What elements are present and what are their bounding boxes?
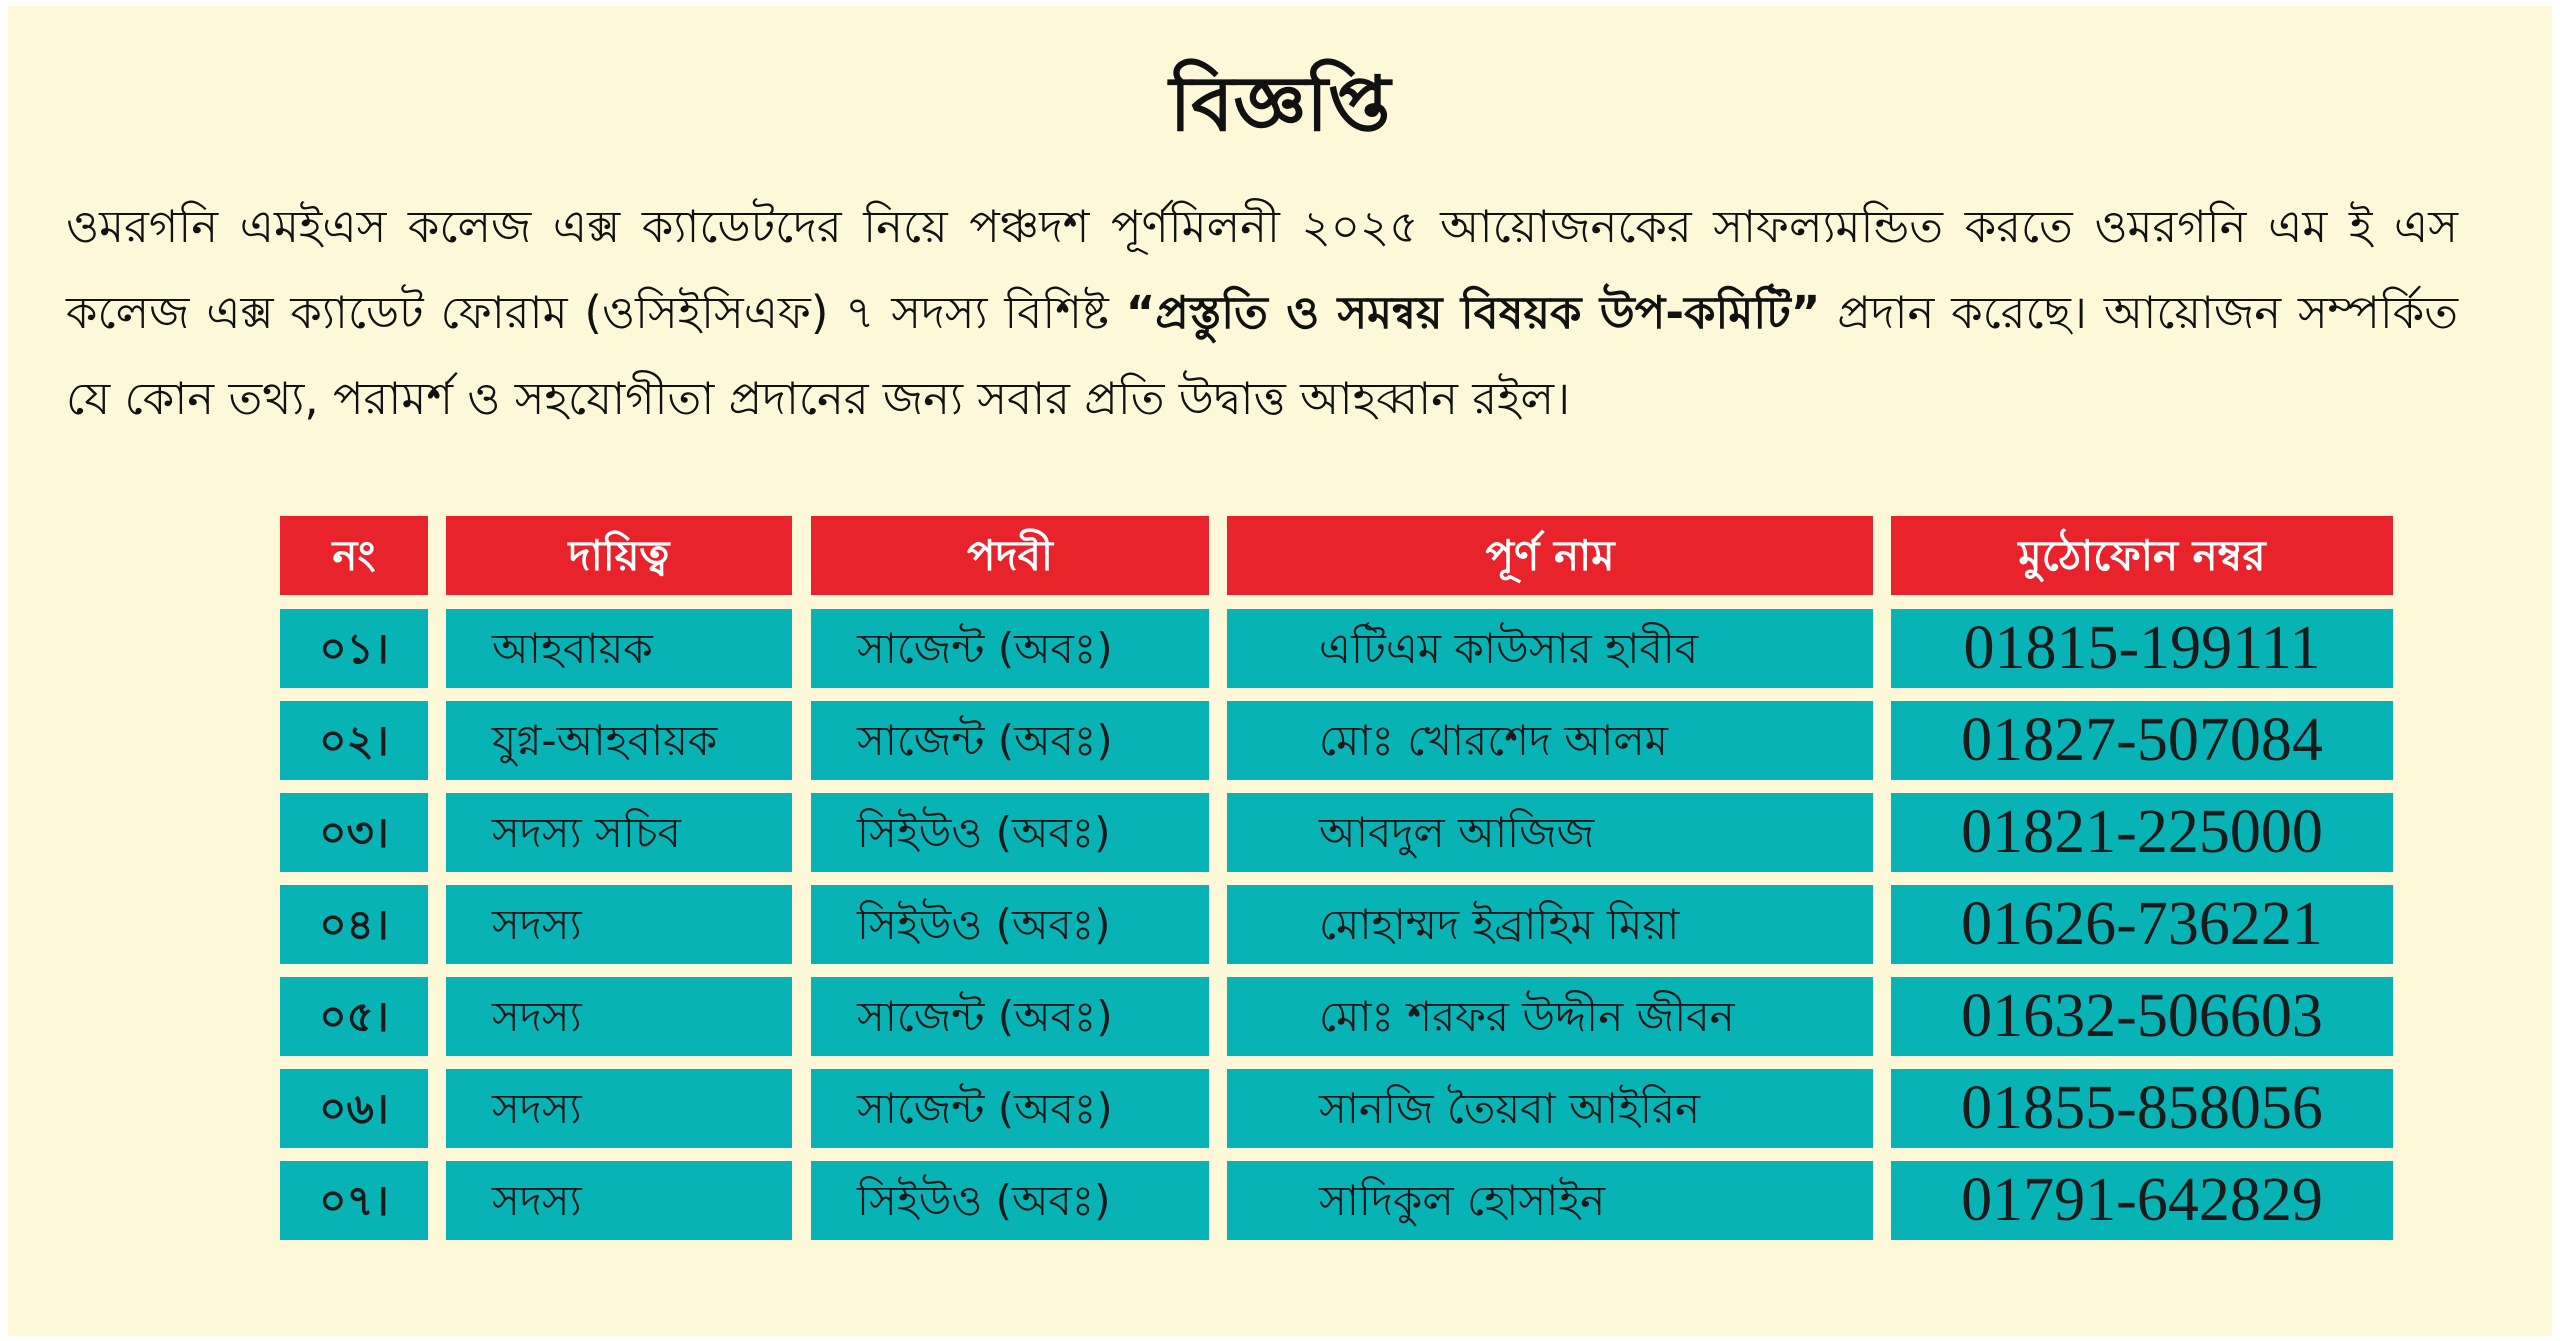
row-role: সদস্য xyxy=(446,1069,792,1148)
row-role: সদস্য xyxy=(446,885,792,964)
header-role: দায়িত্ব xyxy=(446,516,792,595)
row-phone: 01626-736221 xyxy=(1891,885,2393,964)
body-line-4: রইল। xyxy=(1472,372,1571,425)
header-no: নং xyxy=(280,516,428,595)
row-rank: সিইউও (অবঃ) xyxy=(811,793,1209,872)
row-phone: 01815-199111 xyxy=(1891,609,2393,688)
notice-body xyxy=(66,184,2458,442)
row-role: সদস্য xyxy=(446,1161,792,1240)
row-phone: 01827-507084 xyxy=(1891,701,2393,780)
row-role: সদস্য xyxy=(446,977,792,1056)
notice-panel xyxy=(8,6,2552,1336)
row-rank: সাজেন্ট (অবঃ) xyxy=(811,609,1209,688)
row-number: ০৪। xyxy=(280,885,428,964)
row-rank: সাজেন্ট (অবঃ) xyxy=(811,701,1209,780)
row-number: ০২। xyxy=(280,701,428,780)
header-phone: মুঠোফোন নম্বর xyxy=(1891,516,2393,595)
body-line-2: ওমরগনি এম ই এস কলেজ এক্স ক্যাডেট ফোরাম (ওসিইসিএফ) ৭ সদস্য বিশিষ্ট xyxy=(66,200,2458,339)
row-rank: সাজেন্ট (অবঃ) xyxy=(811,1069,1209,1148)
row-number: ০৭। xyxy=(280,1161,428,1240)
row-phone: 01632-506603 xyxy=(1891,977,2393,1056)
row-name: মোঃ শরফর উদ্দীন জীবন xyxy=(1227,977,1873,1056)
row-role: আহবায়ক xyxy=(446,609,792,688)
committee-name: “প্রস্তুতি ও সমন্বয় বিষয়ক উপ-কমিটি” xyxy=(1125,286,1821,339)
row-name: সাদিকুল হোসাইন xyxy=(1227,1161,1873,1240)
body-line-1: ওমরগনি এমইএস কলেজ এক্স ক্যাডেটদের নিয়ে পঞ্চদশ পূর্ণমিলনী ২০২৫ আয়োজনকের সাফল্যমন্ডিত করতে xyxy=(66,200,2073,253)
row-number: ০১। xyxy=(280,609,428,688)
row-rank: সিইউও (অবঃ) xyxy=(811,885,1209,964)
row-number: ০৫। xyxy=(280,977,428,1056)
header-rank: পদবী xyxy=(811,516,1209,595)
row-role: সদস্য সচিব xyxy=(446,793,792,872)
row-name: সানজি তৈয়বা আইরিন xyxy=(1227,1069,1873,1148)
header-name: পূর্ণ নাম xyxy=(1227,516,1873,595)
row-rank: সাজেন্ট (অবঃ) xyxy=(811,977,1209,1056)
row-name: এটিএম কাউসার হাবীব xyxy=(1227,609,1873,688)
row-rank: সিইউও (অবঃ) xyxy=(811,1161,1209,1240)
row-phone: 01855-858056 xyxy=(1891,1069,2393,1148)
body-line-3: প্রদান করেছে। আয়োজন সম্পর্কিত যে কোন তথ্য, পরামর্শ ও সহযোগীতা প্রদানের জন্য সবার প্রতি উদ্বাত্ত আহব্বান xyxy=(66,286,2458,425)
row-phone: 01821-225000 xyxy=(1891,793,2393,872)
row-name: আবদুল আজিজ xyxy=(1227,793,1873,872)
notice-title: বিজ্ঞপ্তি xyxy=(1169,59,1391,148)
row-role: যুগ্ন-আহবায়ক xyxy=(446,701,792,780)
row-number: ০৬। xyxy=(280,1069,428,1148)
row-name: মোহাম্মদ ইব্রাহিম মিয়া xyxy=(1227,885,1873,964)
row-name: মোঃ খোরশেদ আলম xyxy=(1227,701,1873,780)
row-number: ০৩। xyxy=(280,793,428,872)
row-phone: 01791-642829 xyxy=(1891,1161,2393,1240)
